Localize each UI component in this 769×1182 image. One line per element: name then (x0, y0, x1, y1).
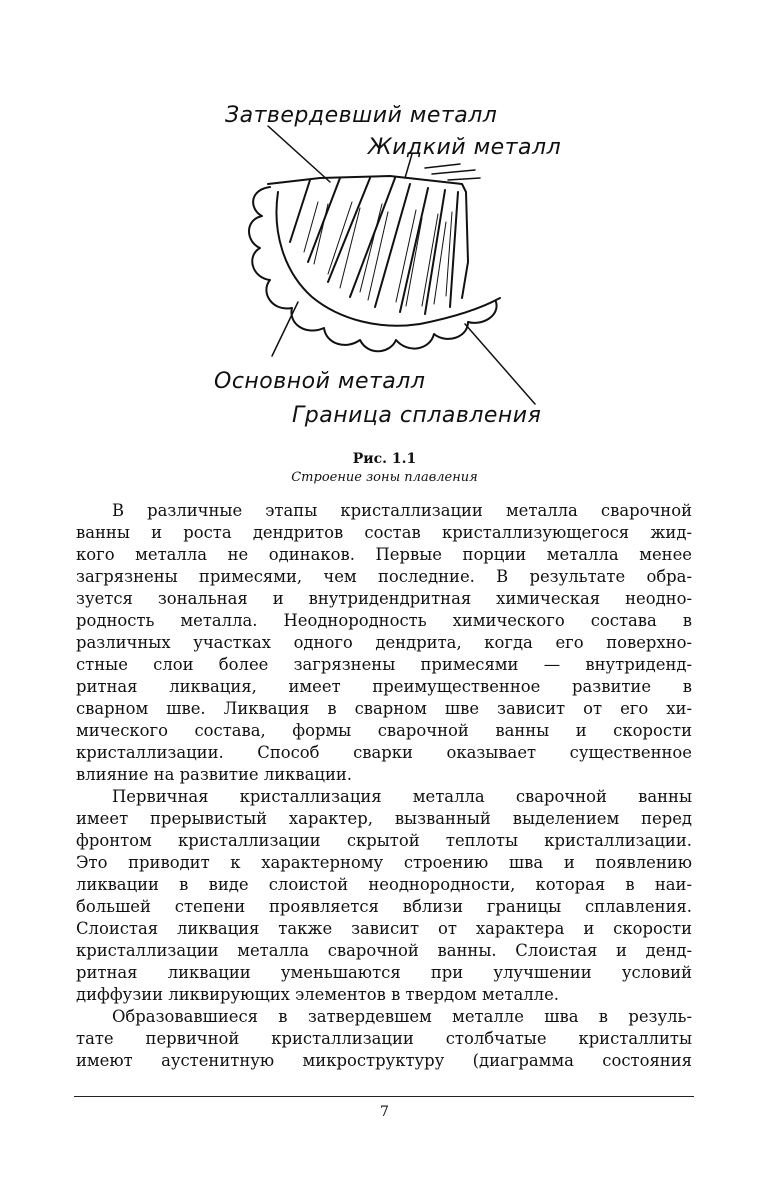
text-line: ликвации в виде слоистой неоднородности, которая в наи- (76, 875, 692, 894)
text-line: Это приводит к характерному строению шва и появлению (76, 853, 692, 872)
text-line: влияние на развитие ликвации. (76, 765, 353, 784)
text-line: Образовавшиеся в затвердевшем металле шва в резуль- (112, 1007, 692, 1026)
footer-rule (74, 1096, 694, 1097)
leader-base-metal (272, 302, 298, 356)
liquid-metal-dashes (425, 164, 480, 180)
text-line: Слоистая ликвация также зависит от характера и скорости (76, 919, 692, 938)
text-line: стные слои более загрязнены примесями — внутриденд- (76, 655, 692, 674)
columnar-crystal (290, 180, 310, 242)
label-liquid-metal: Жидкий металл (368, 135, 560, 160)
text-line: кристаллизации. Способ сварки оказывает существенное (76, 743, 692, 762)
text-line: тате первичной кристаллизации столбчатые кристаллиты (76, 1029, 692, 1048)
fusion-zone-drawing (200, 92, 560, 432)
label-base-metal: Основной металл (214, 369, 426, 394)
text-line: кого металла не одинаков. Первые порции металла менее (76, 545, 692, 564)
figure-caption: Строение зоны плавления (291, 470, 478, 485)
text-line: родность металла. Неоднородность химического состава в (76, 611, 692, 630)
leader-solid-metal (268, 126, 330, 182)
text-line: ритная ликвация, имеет преимущественное развитие в (76, 677, 692, 696)
text-line: ритная ликвации уменьшаются при улучшении условий (76, 963, 692, 982)
text-line: различных участках одного дендрита, когда его поверхно- (76, 633, 692, 652)
text-line: имеет прерывистый характер, вызванный выделением перед (76, 809, 692, 828)
label-fusion-boundary: Граница сплавления (292, 403, 542, 428)
text-line: диффузии ликвирующих элементов в твердом металле. (76, 985, 559, 1004)
body-text (76, 500, 692, 1072)
text-line: имеют аустенитную микроструктуру (диаграмма состояния (76, 1051, 692, 1070)
text-line: мического состава, формы сварочной ванны и скорости (76, 721, 692, 740)
text-line: загрязнены примесями, чем последние. В результате обра- (76, 567, 692, 586)
figure-fusion-zone (200, 92, 560, 432)
leader-fusion-boundary (465, 324, 535, 404)
text-line: ванны и роста дендритов состав кристаллизующегося жид- (76, 523, 692, 542)
text-line: В различные этапы кристаллизации металла сварочной (112, 501, 692, 520)
text-line: фронтом кристаллизации скрытой теплоты кристаллизации. (76, 831, 692, 850)
figure-number: Рис. 1.1 (352, 451, 417, 467)
text-line: сварном шве. Ликвация в сварном шве зависит от его хи- (76, 699, 692, 718)
text-line: зуется зональная и внутридендритная химическая неодно- (76, 589, 692, 608)
columnar-crystal (450, 192, 458, 307)
label-solid-metal: Затвердевший металл (225, 103, 498, 128)
text-line: большей степени проявляется вблизи границы сплавления. (76, 897, 692, 916)
text-line: Первичная кристаллизация металла сварочной ванны (112, 787, 692, 806)
page-number: 7 (380, 1104, 389, 1120)
text-line: кристаллизации металла сварочной ванны. Слоистая и денд- (76, 941, 692, 960)
